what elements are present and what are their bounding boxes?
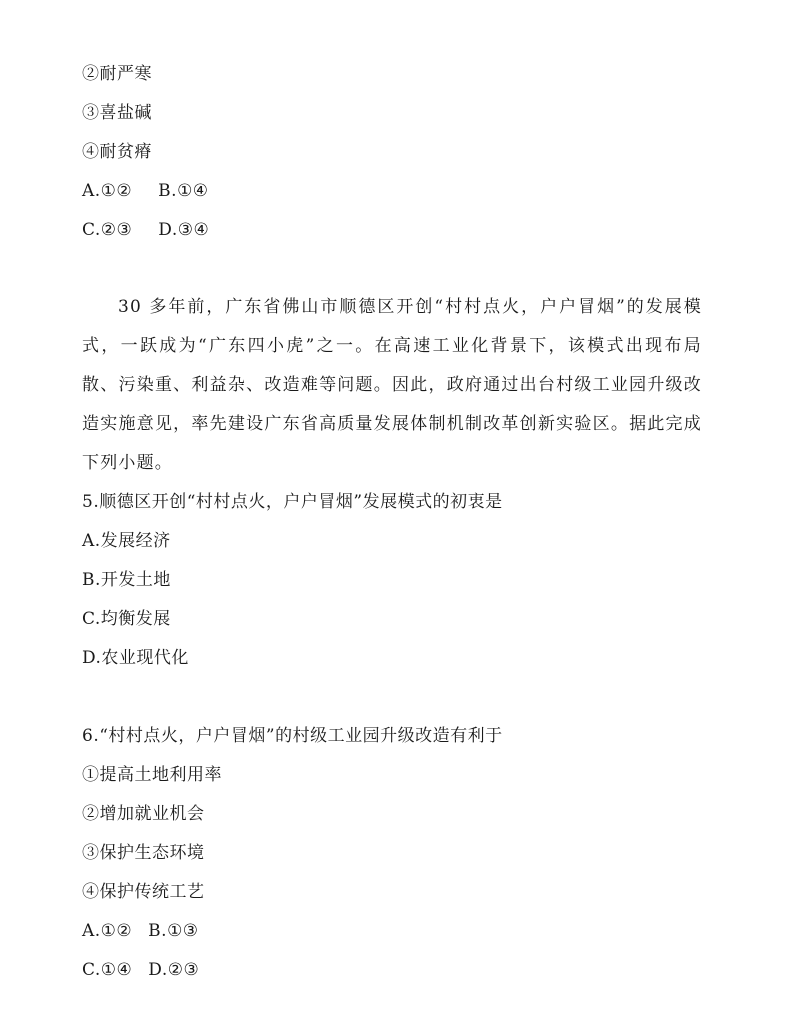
q6-item-4: ④保护传统工艺 xyxy=(82,882,205,902)
q4-item-3: ③喜盐碱 xyxy=(82,103,152,123)
q6-stem: 6.“村村点火，户户冒烟”的村级工业园升级改造有利于 xyxy=(82,726,503,746)
q6-option-b: B.①③ xyxy=(148,921,199,941)
q4-item-4: ④耐贫瘠 xyxy=(82,142,152,162)
q4-item-2: ②耐严寒 xyxy=(82,64,152,84)
reading-passage: 30 多年前，广东省佛山市顺德区开创“村村点火，户户冒烟”的发展模式，一跃成为“广东四小虎”之一。在高速工业化背景下，该模式出现布局散、污染重、利益杂、改造难等问题。因此，政府通过出台村级工业园升级改造实施意见，率先建设广东省高质量发展体制机制改革创新实验区。据此完成下列小题。 xyxy=(82,297,702,473)
q6-item-3: ③保护生态环境 xyxy=(82,843,205,863)
q6-item-2: ②增加就业机会 xyxy=(82,804,205,824)
q5-option-a: A.发展经济 xyxy=(82,531,171,551)
q6-options-row-2 xyxy=(82,958,199,982)
q6-option-c: C.①④ xyxy=(82,960,133,980)
q4-option-d: D.③④ xyxy=(158,220,210,240)
q5-stem: 5.顺德区开创“村村点火，户户冒烟”发展模式的初衷是 xyxy=(82,492,503,512)
q4-options-row-1 xyxy=(82,179,209,203)
q5-option-b: B.开发土地 xyxy=(82,570,171,590)
q5-option-d: D.农业现代化 xyxy=(82,648,189,668)
q6-options-row-1 xyxy=(82,919,199,943)
q4-option-b: B.①④ xyxy=(158,181,209,201)
q4-option-a: A.①② xyxy=(82,181,133,201)
q6-option-d: D.②③ xyxy=(148,960,200,980)
q6-item-1: ①提高土地利用率 xyxy=(82,765,222,785)
q4-option-c: C.②③ xyxy=(82,220,133,240)
q4-options-row-2 xyxy=(82,218,209,242)
q5-option-c: C.均衡发展 xyxy=(82,609,171,629)
q6-option-a: A.①② xyxy=(82,921,133,941)
